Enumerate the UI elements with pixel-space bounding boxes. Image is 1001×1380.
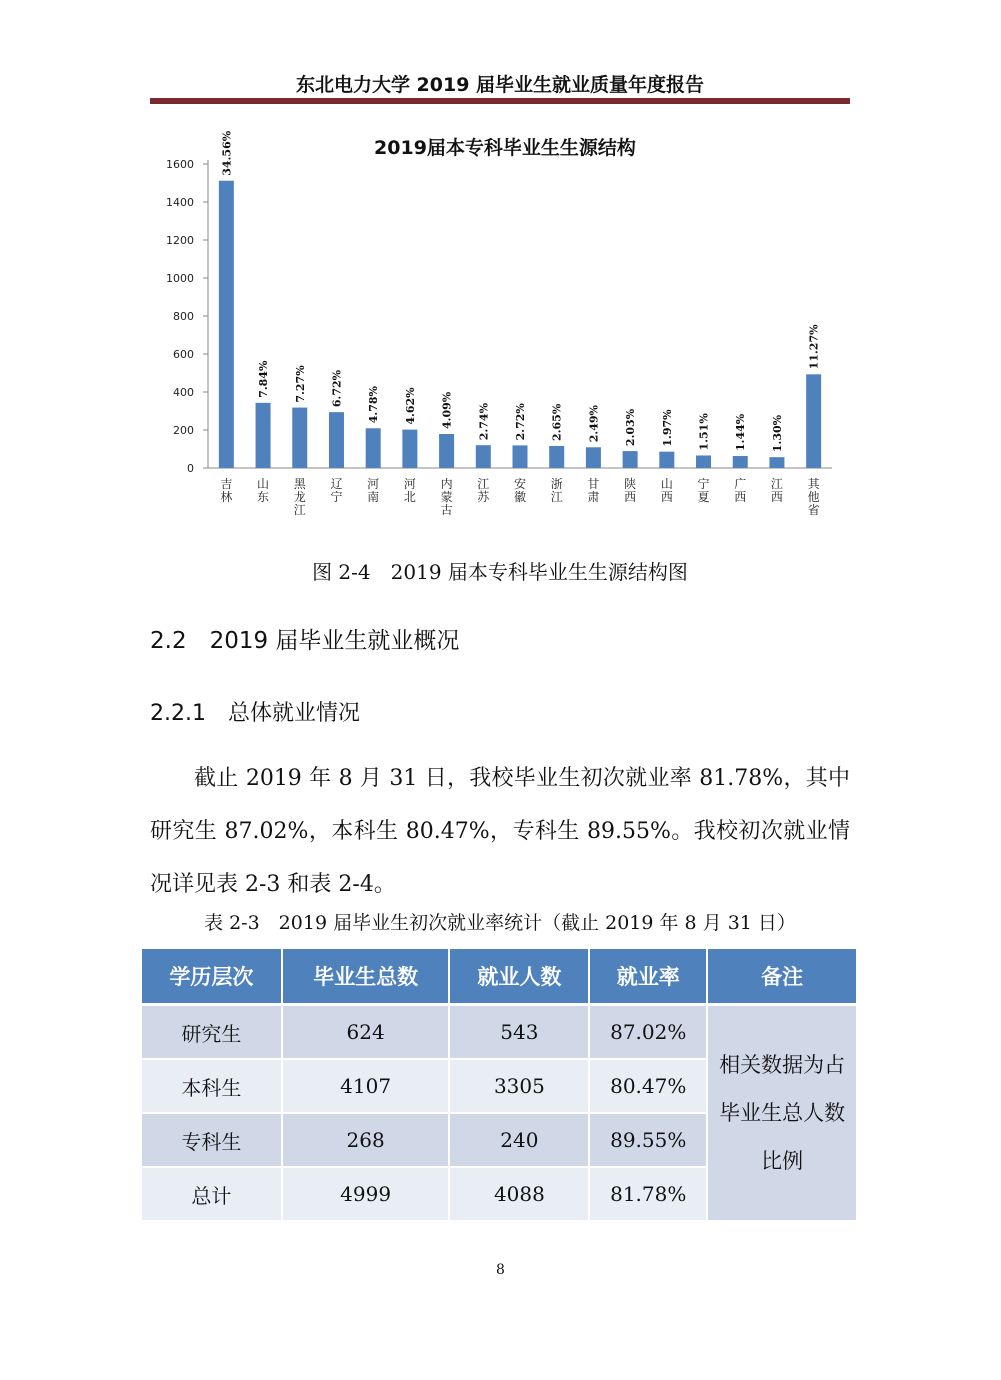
- category-label: 河南: [367, 477, 380, 504]
- bar-value-label: 1.97%: [660, 409, 674, 447]
- cell-rate: 87.02%: [589, 1005, 707, 1060]
- bar-13: [659, 452, 674, 468]
- y-tick-label: 800: [173, 310, 194, 323]
- bar-16: [769, 457, 784, 468]
- cell-employed: 543: [449, 1005, 589, 1060]
- header-employed-count: 就业人数: [449, 949, 589, 1005]
- y-tick-label: 1400: [166, 196, 194, 209]
- y-tick-label: 600: [173, 348, 194, 361]
- y-tick-label: 1000: [166, 272, 194, 285]
- bar-14: [696, 455, 711, 468]
- header-rule: [150, 98, 850, 104]
- header-education-level: 学历层次: [142, 949, 282, 1005]
- bar-value-label: 2.74%: [477, 402, 491, 441]
- cell-remarks-note: 相关数据为占毕业生总人数比例: [707, 1005, 857, 1222]
- category-label: 陕西: [624, 477, 637, 504]
- category-label: 山东: [257, 477, 270, 504]
- bar-value-label: 6.72%: [330, 369, 344, 408]
- bar-value-label: 2.49%: [587, 405, 601, 443]
- page-number: 8: [496, 1262, 505, 1278]
- cell-rate: 80.47%: [589, 1059, 707, 1113]
- category-label: 宁夏: [697, 477, 710, 504]
- cell-total: 4107: [282, 1059, 450, 1113]
- cell-level: 总计: [142, 1167, 282, 1221]
- bar-15: [733, 456, 748, 468]
- cell-rate: 81.78%: [589, 1167, 707, 1221]
- bar-17: [806, 374, 821, 468]
- y-tick-label: 200: [173, 424, 194, 437]
- cell-level: 本科生: [142, 1059, 282, 1113]
- category-label: 广西: [734, 477, 747, 504]
- y-tick-label: 0: [187, 462, 194, 475]
- category-label: 浙江: [550, 477, 563, 504]
- cell-level: 专科生: [142, 1113, 282, 1167]
- bar-value-label: 7.84%: [257, 360, 271, 398]
- employment-rate-table: [142, 949, 858, 1222]
- bar-10: [549, 446, 564, 468]
- bar-12: [623, 451, 638, 468]
- header-graduate-total: 毕业生总数: [282, 949, 450, 1005]
- bar-value-label: 2.65%: [550, 403, 564, 441]
- category-label: 江苏: [477, 477, 490, 504]
- chart-title: 2019届本专科毕业生生源结构: [374, 137, 636, 159]
- category-label: 山西: [660, 477, 673, 504]
- section-heading-2-2-1: 2.2.1 总体就业情况: [150, 701, 360, 726]
- header-remarks: 备注: [707, 949, 857, 1005]
- bar-2: [256, 403, 271, 468]
- bar-value-label: 7.27%: [293, 365, 307, 403]
- y-tick-label: 1200: [166, 234, 194, 247]
- bar-value-label: 2.72%: [514, 403, 527, 441]
- category-label: 其他省: [807, 477, 820, 517]
- category-label: 甘肃: [587, 477, 600, 504]
- bar-value-label: 1.51%: [697, 413, 711, 451]
- y-tick-label: 400: [173, 386, 194, 399]
- bar-7: [439, 434, 454, 468]
- bar-value-label: 4.62%: [403, 387, 417, 425]
- cell-level: 研究生: [142, 1005, 282, 1060]
- category-label: 黑龙江: [293, 477, 306, 517]
- employment-paragraph: 截止 2019 年 8 月 31 日，我校毕业生初次就业率 81.78%，其中研究生 87.02%，本科生 80.47%，专科生 89.55%。我校初次就业情况详见表 2-3 和表 2-4。: [150, 766, 850, 897]
- cell-employed: 3305: [449, 1059, 589, 1113]
- figure-caption: 图 2-4 2019 届本专科毕业生生源结构图: [312, 560, 688, 584]
- bar-value-label: 1.30%: [770, 414, 784, 453]
- cell-total: 268: [282, 1113, 450, 1167]
- y-tick-label: 1600: [166, 158, 194, 171]
- cell-rate: 89.55%: [589, 1113, 707, 1167]
- cell-total: 624: [282, 1005, 450, 1060]
- cell-total: 4999: [282, 1167, 450, 1221]
- category-label: 江西: [770, 477, 783, 504]
- category-label: 安徽: [513, 477, 527, 504]
- bar-value-label: 1.44%: [734, 413, 748, 452]
- bar-4: [329, 412, 344, 468]
- bar-11: [586, 447, 601, 468]
- bar-1: [219, 181, 234, 468]
- table-header-row: [142, 949, 857, 1005]
- category-label: 吉林: [220, 477, 233, 504]
- category-label: 河北: [403, 477, 416, 504]
- bar-5: [366, 428, 381, 468]
- header-employment-rate: 就业率: [589, 949, 707, 1005]
- bar-value-label: 4.78%: [367, 386, 381, 424]
- cell-employed: 4088: [449, 1167, 589, 1221]
- bar-8: [476, 445, 491, 468]
- bar-3: [292, 408, 307, 468]
- source-structure-chart: [150, 128, 850, 528]
- bar-value-label: 11.27%: [807, 324, 821, 370]
- category-label: 辽宁: [330, 477, 343, 504]
- bar-value-label: 34.56%: [220, 130, 234, 176]
- bar-value-label: 4.09%: [440, 391, 454, 429]
- table-row: [142, 1005, 857, 1060]
- section-heading-2-2: 2.2 2019 届毕业生就业概况: [150, 628, 460, 654]
- report-header-title: 东北电力大学 2019 届毕业生就业质量年度报告: [295, 74, 705, 96]
- table-caption: 表 2-3 2019 届毕业生初次就业率统计（截止 2019 年 8 月 31 日）: [204, 912, 796, 934]
- category-label: 内蒙古: [440, 477, 453, 517]
- bar-6: [402, 430, 417, 468]
- bar-value-label: 2.03%: [624, 408, 638, 447]
- bar-9: [513, 445, 528, 468]
- cell-employed: 240: [449, 1113, 589, 1167]
